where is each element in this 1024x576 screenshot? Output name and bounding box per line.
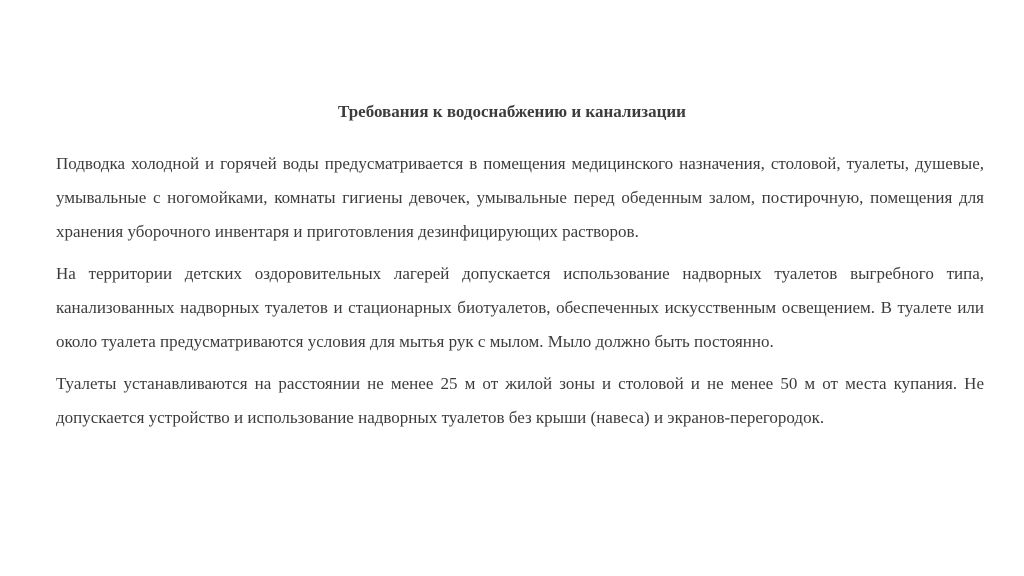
paragraph-water-supply: Подводка холодной и горячей воды предусматривается в помещения медицинского назначения, столовой, туалеты, душевые, умывальные с ногомойками, комнаты гигиены девочек, умывальные перед обеденным залом, постирочную, помещения для хранения уборочного инвентаря и приготовления дезинфицирующих растворов. bbox=[56, 154, 984, 241]
paragraph-outdoor-toilets: На территории детских оздоровительных лагерей допускается использование надворных туалетов выгребного типа, канализованных надворных туалетов и стационарных биотуалетов, обеспеченных искусственным освещением. В туалете или около туалета предусматриваются условия для мытья рук с мылом. Мыло должно быть постоянно. bbox=[56, 264, 984, 351]
document-title: Требования к водоснабжению и канализации bbox=[338, 102, 686, 121]
document-body bbox=[56, 147, 984, 443]
paragraph-toilet-distance: Туалеты устанавливаются на расстоянии не менее 25 м от жилой зоны и столовой и не менее 50 м от места купания. Не допускается устройство и использование надворных туалетов без крыши (навеса) и экранов-перегородок. bbox=[56, 374, 984, 427]
